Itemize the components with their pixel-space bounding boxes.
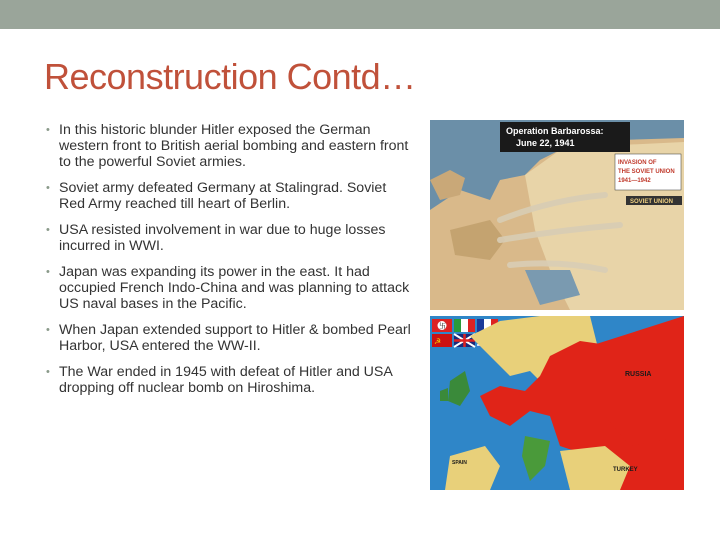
bullet-icon: • xyxy=(46,266,50,278)
bullet-item xyxy=(44,122,414,170)
map1-box-line3: 1941—1942 xyxy=(618,178,651,184)
flag-germany-icon xyxy=(432,319,452,332)
top-accent-bar xyxy=(0,0,720,29)
barbarossa-map xyxy=(430,120,684,310)
bullet-icon: • xyxy=(46,366,50,378)
bullet-icon: • xyxy=(46,224,50,236)
bullet-item xyxy=(44,322,414,354)
map1-box-line2: THE SOVIET UNION xyxy=(618,169,675,175)
map1-title-line1: Operation Barbarossa: xyxy=(506,126,604,136)
map2-label-russia: RUSSIA xyxy=(625,371,652,378)
bullet-text: USA resisted involvement in war due to huge losses incurred in WWI. xyxy=(59,222,386,254)
bullet-text: The War ended in 1945 with defeat of Hitler and USA dropping off nuclear bomb on Hiroshima. xyxy=(59,364,393,396)
svg-text:☭: ☭ xyxy=(434,337,442,346)
svg-text:卐: 卐 xyxy=(439,323,446,330)
bullet-item xyxy=(44,264,414,312)
flag-italy-icon xyxy=(454,319,475,332)
map1-box-line1: INVASION OF xyxy=(618,160,657,166)
bullet-text: In this historic blunder Hitler exposed the German western front to British aerial bombing and eastern front to the powerful Soviet armies. xyxy=(59,122,409,170)
bullet-item xyxy=(44,180,414,212)
slide-title: Reconstruction Contd… xyxy=(44,56,416,97)
map1-legend-label: SOVIET UNION xyxy=(630,199,674,205)
map1-title-line2: June 22, 1941 xyxy=(516,138,575,148)
bullet-text: Japan was expanding its power in the east. It had occupied French Indo-China and was planning to attack US naval bases in the Pacific. xyxy=(59,264,410,312)
bullet-list xyxy=(44,122,414,406)
bullet-icon: • xyxy=(46,182,50,194)
bullet-icon: • xyxy=(46,324,50,336)
bullet-icon: • xyxy=(46,124,50,136)
bullet-item xyxy=(44,222,414,254)
europe-ww2-map xyxy=(430,316,684,490)
flag-soviet-icon xyxy=(432,334,452,347)
bullet-text: When Japan extended support to Hitler & bombed Pearl Harbor, USA entered the WW-II. xyxy=(59,322,411,354)
map2-label-turkey: TURKEY xyxy=(613,467,638,473)
bullet-text: Soviet army defeated Germany at Stalingrad. Soviet Red Army reached till heart of Berlin. xyxy=(59,180,387,212)
bullet-item xyxy=(44,364,414,396)
map2-label-spain: SPAIN xyxy=(452,460,467,466)
